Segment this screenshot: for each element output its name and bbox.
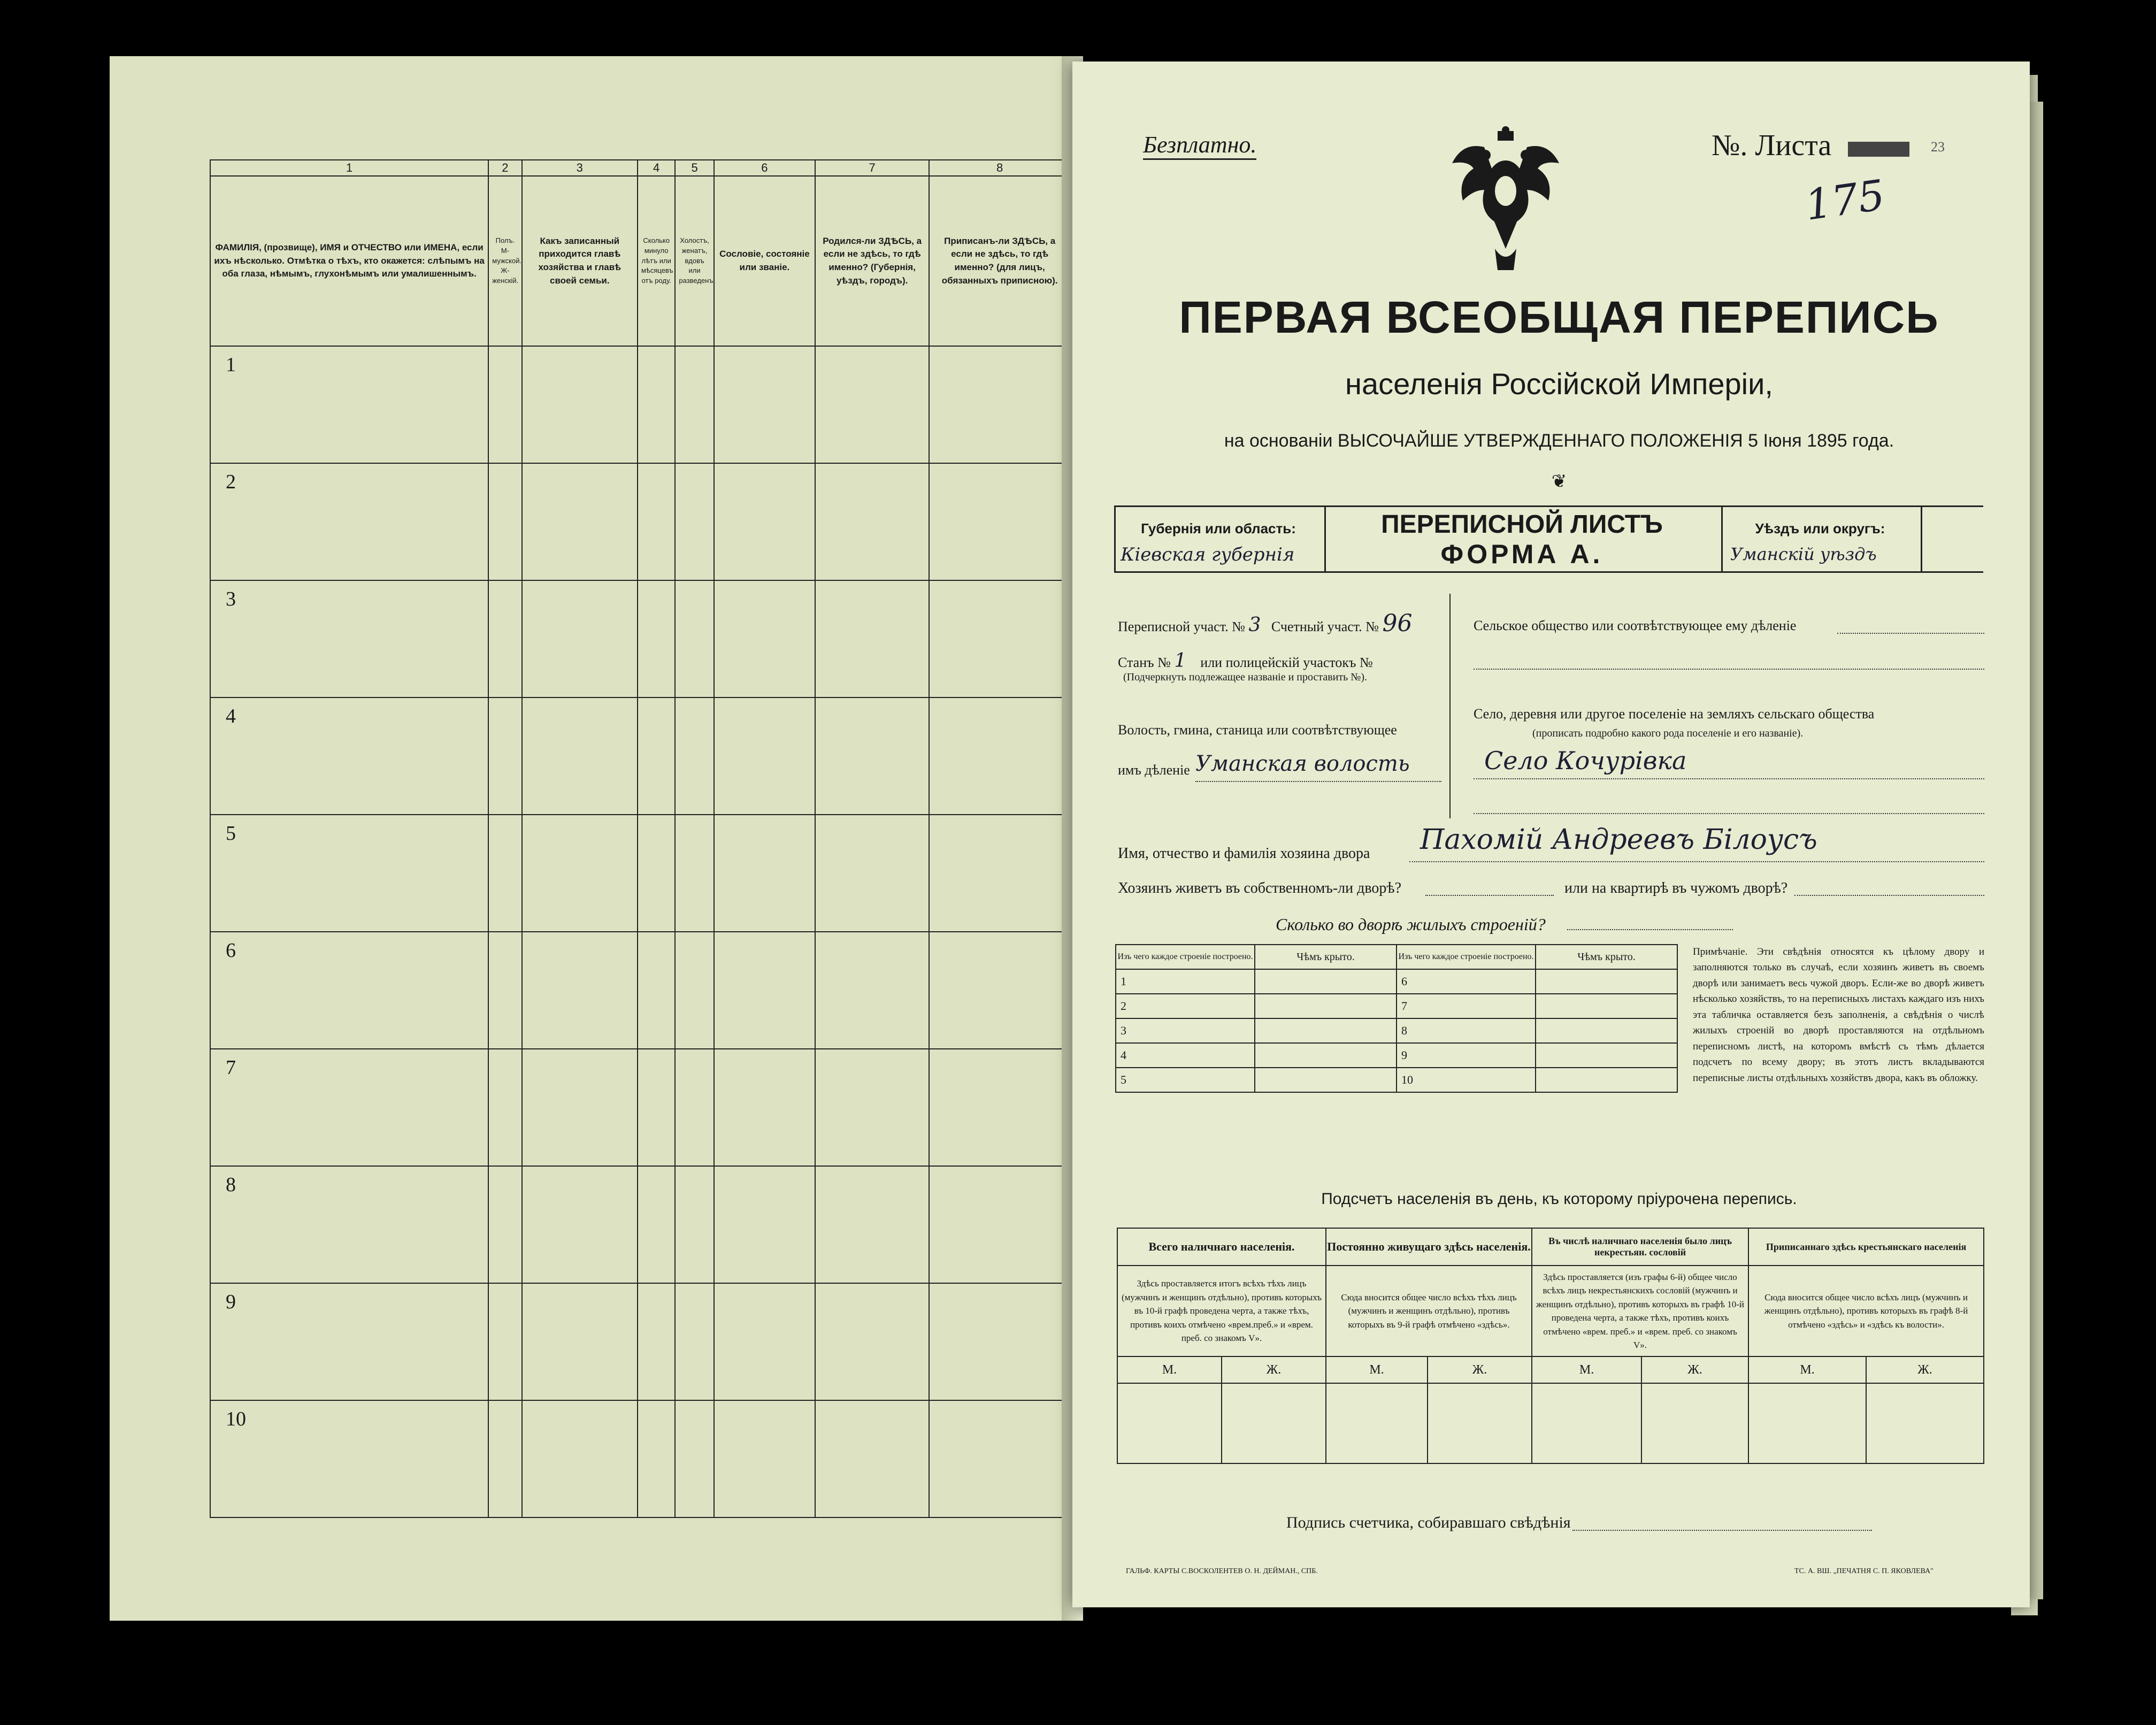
column-header-relation: Какъ записанный приходится главѣ хозяйства и главѣ своей семьи. [522,176,638,346]
household-cell [815,1049,929,1166]
household-cell [638,815,675,932]
household-cell [638,697,675,815]
household-cell [815,1283,929,1400]
household-cell [522,1049,638,1166]
free-label: Безплатно. [1143,131,1256,160]
female-label: Ж. [1428,1356,1532,1383]
column-header-marital: Холостъ, женатъ, вдовъ или разведенъ. [675,176,713,346]
household-cell [675,346,713,463]
household-cell [929,932,1070,1049]
household-cell [522,697,638,815]
village-note: (прописать подробно какого рода поселеніе и его названіе). [1532,727,1804,739]
female-label: Ж. [1222,1356,1326,1383]
buildings-cell [1255,994,1397,1018]
province-label: Губернія или область: [1141,520,1296,536]
household-cell [714,932,815,1049]
volost-label-line1: Волость, гмина, станица или соотвѣтствующее [1118,722,1397,738]
household-cell [675,1400,713,1517]
household-cell [815,697,929,815]
police-label: или полицейскій участокъ № [1200,655,1373,670]
left-page [110,56,1072,1621]
household-row [210,1166,1070,1283]
district-label: Уѣздъ или округъ: [1755,520,1885,536]
household-row [210,346,1070,463]
column-number: 1 [210,160,488,176]
household-row [210,1400,1070,1517]
household-cell [714,1049,815,1166]
buildings-row [1116,1018,1677,1043]
row-number: 10 [210,1400,488,1517]
tally-cell [1748,1383,1866,1463]
buildings-cell [1536,1018,1677,1043]
row-number: 9 [210,1283,488,1400]
tally-cell [1532,1383,1641,1463]
owner-value: Пахомій Андреевъ Білоусъ [1420,824,1817,856]
household-cell [929,1400,1070,1517]
row-number: 8 [210,1166,488,1283]
household-cell [522,346,638,463]
right-page [1072,62,2030,1607]
village-label: Село, деревня или другое поселеніе на земляхъ сельскаго общества [1474,706,1875,722]
household-row [210,932,1070,1049]
female-label: Ж. [1866,1356,1984,1383]
community-line [1837,633,1984,634]
tally-note: Здѣсь проставляется (изъ графы 6-й) общее число всѣхъ лицъ некрестьянскихъ сословій (мужчинъ и женщинъ отдѣльно), противъ которыхъ въ графѣ 10-й проведена черта, а также тѣхъ, противъ коихъ отмѣчено «врем. преб.» и «врем. преб. со знакомъ V». [1532,1266,1748,1356]
household-cell [714,1166,815,1283]
household-cell [815,346,929,463]
double-headed-eagle-emblem [1447,126,1564,275]
buildings-cell [1255,1068,1397,1092]
household-cell [488,346,521,463]
household-cell [929,580,1070,697]
tally-cell [1866,1383,1984,1463]
tally-note: Сюда вносится общее число всѣхъ лицъ (мужчинъ и женщинъ отдѣльно), противъ которыхъ въ графѣ 8-й отмѣчено «здѣсь» и «здѣсь къ волости». [1748,1266,1984,1356]
household-row [210,1283,1070,1400]
household-cell [714,1283,815,1400]
household-cell [638,1166,675,1283]
owner-label: Имя, отчество и фамилія хозяина двора [1118,845,1370,862]
or-apartment-line [1794,895,1984,896]
column-header-estate: Сословіе, состояніе или званіе. [714,176,815,346]
household-cell [929,697,1070,815]
household-row [210,1049,1070,1166]
volost-value: Уманская волость [1195,752,1410,776]
row-number: 7 [210,1049,488,1166]
household-cell [714,1400,815,1517]
household-cell [522,463,638,580]
male-label: М. [1748,1356,1866,1383]
household-cell [638,1283,675,1400]
tally-header-non-peasant: Въ числѣ наличнаго населенія было лицъ некрестьян. сословій [1532,1228,1748,1266]
row-number: 6 [210,932,488,1049]
household-row [210,580,1070,697]
buildings-col-roof: Чѣмъ крыто. [1255,945,1397,969]
village-value: Село Кочурівка [1484,746,1687,775]
buildings-row-number: 10 [1397,1068,1536,1092]
male-label: М. [1117,1356,1222,1383]
owner-lives-line [1425,895,1554,896]
household-cell [488,1400,521,1517]
male-label: М. [1326,1356,1428,1383]
buildings-cell [1536,1043,1677,1068]
tally-cell [1326,1383,1428,1463]
tally-header-registered: Приписаннаго здѣсь крестьянскаго населенія [1748,1228,1984,1266]
tally-table [1117,1228,1984,1464]
buildings-row-number: 7 [1397,994,1536,1018]
column-number: 4 [638,160,675,176]
household-table [210,159,1071,1518]
or-apartment-label: или на квартирѣ въ чужомъ дворѣ? [1564,880,1788,896]
tally-cell [1117,1383,1222,1463]
household-cell [714,463,815,580]
column-number: 5 [675,160,713,176]
household-cell [488,463,521,580]
household-cell [488,1049,521,1166]
census-section-row [1118,610,1413,637]
tally-header-permanent: Постоянно живущаго здѣсь населенія. [1326,1228,1532,1266]
fields-divider [1449,594,1451,818]
household-cell [714,580,815,697]
column-header-age: Сколько минуло лѣтъ или мѣсяцевъ отъ роду. [638,176,675,346]
household-row [210,815,1070,932]
household-row [210,697,1070,815]
buildings-cell [1255,969,1397,994]
row-number: 5 [210,815,488,932]
buildings-row [1116,969,1677,994]
stan-row [1118,650,1373,672]
household-cell [929,1049,1070,1166]
stan-value: 1 [1174,650,1187,672]
form-title-line1: ПЕРЕПИСНОЙ ЛИСТЪ [1381,510,1663,539]
household-cell [488,932,521,1049]
buildings-cell [1536,994,1677,1018]
buildings-cell [1255,1043,1397,1068]
village-line-2 [1474,813,1984,814]
buildings-row-number: 6 [1397,969,1536,994]
tally-header-present: Всего наличнаго населенія. [1117,1228,1326,1266]
corner-mark: 23 [1931,139,1945,155]
province-value: Кіевская губернія [1121,544,1295,565]
household-cell [488,580,521,697]
household-cell [815,932,929,1049]
household-cell [522,1283,638,1400]
buildings-row [1116,994,1677,1018]
household-cell [638,463,675,580]
household-cell [522,932,638,1049]
column-header-sex: Полъ. М-мужской. Ж-женскій. [488,176,521,346]
household-cell [675,580,713,697]
tally-note: Сюда вносится общее число всѣхъ тѣхъ лицъ (мужчинъ и женщинъ отдѣльно), противъ которыхъ въ 9-й графѣ отмѣчено «здѣсь». [1326,1266,1532,1356]
tally-title: Подсчетъ населенія въ день, къ которому пріурочена перепись. [1321,1190,1797,1208]
note-text: Примѣчаніе. Эти свѣдѣнія относятся къ цѣлому двору и заполняются только въ случаѣ, если хозяинъ живетъ въ своемъ дворѣ или занимаетъ весь чужой дворъ. Если-же во дворѣ живетъ нѣсколько хозяйствъ, то на переписныхъ листахъ каждаго изъ нихъ эта табличка оставляется безъ заполненія, а свѣдѣнія о числѣ жилыхъ строеній во дворѣ проставляются на отдѣльномъ переписномъ листѣ, на которомъ вмѣстѣ съ тѣмъ дѣлается подсчетъ по всему двору; въ этотъ листъ вкладываются переписные листы отдѣльныхъ хозяйствъ двора, какъ въ обложку. [1693,946,1984,1084]
tally-note: Здѣсь проставляется итогъ всѣхъ тѣхъ лицъ (мужчинъ и женщинъ отдѣльно), противъ которыхъ въ 10-й графѣ проведена черта, а также тѣхъ, противъ коихъ отмѣчено «врем.преб.» и «врем. преб. со знакомъ V». [1117,1266,1326,1356]
stan-label: Станъ № [1118,655,1171,670]
column-header-name: ФАМИЛІЯ, (прозвище), ИМЯ и ОТЧЕСТВО или ИМЕНА, если ихъ нѣсколько. Отмѣтка о тѣхъ, кто окажется: слѣпымъ на оба глаза, нѣмымъ, глухонѣмымъ или умалишеннымъ. [210,176,488,346]
buildings-cell [1255,1018,1397,1043]
household-cell [522,580,638,697]
household-cell [522,815,638,932]
tally-cell [1222,1383,1326,1463]
printer-right: ТС. А. ВШ. „ПЕЧАТНЯ С. П. ЯКОВЛЕВА" [1794,1567,1934,1575]
ornament: ❦ [1551,472,1567,492]
household-cell [929,1283,1070,1400]
household-cell [638,580,675,697]
row-number: 1 [210,346,488,463]
household-cell [638,932,675,1049]
buildings-table [1115,944,1678,1093]
column-number: 3 [522,160,638,176]
household-cell [638,1400,675,1517]
column-number: 7 [815,160,929,176]
printer-left: ГАЛЬФ. КАРТЫ С.ВОСКОЛЕНТЕВ О. Н. ДЕЙМАН., СПБ. [1126,1567,1318,1575]
buildings-col-material: Изъ чего каждое строеніе построено. [1397,945,1536,969]
buildings-cell [1536,1068,1677,1092]
household-cell [929,1166,1070,1283]
buildings-row-number: 4 [1116,1043,1255,1068]
row-number: 3 [210,580,488,697]
household-cell [815,815,929,932]
household-cell [488,1283,521,1400]
owner-line [1409,861,1984,862]
volost-label-line2: имъ дѣленіе [1118,762,1190,778]
buildings-question-line [1567,929,1733,930]
buildings-col-material: Изъ чего каждое строеніе построено. [1116,945,1255,969]
buildings-row [1116,1068,1677,1092]
row-number: 2 [210,463,488,580]
buildings-col-roof: Чѣмъ крыто. [1536,945,1677,969]
signature-label: Подпись счетчика, собиравшаго свѣдѣнія [1286,1514,1571,1531]
household-cell [929,815,1070,932]
tally-cell [1641,1383,1748,1463]
signature-line [1572,1530,1872,1531]
household-cell [638,346,675,463]
household-cell [675,932,713,1049]
household-cell [714,697,815,815]
household-cell [815,1166,929,1283]
volost-underline [1195,781,1441,782]
sheet-number-redacted [1848,142,1909,157]
female-label: Ж. [1641,1356,1748,1383]
household-cell [815,580,929,697]
household-cell [815,463,929,580]
household-cell [675,463,713,580]
counting-section-value: 96 [1382,610,1413,637]
household-cell [488,697,521,815]
subtitle: населенія Россійской Имперіи, [1345,367,1773,401]
community-line-2 [1474,669,1984,670]
household-cell [675,1283,713,1400]
tally-cell [1428,1383,1532,1463]
column-number: 2 [488,160,521,176]
buildings-row-number: 5 [1116,1068,1255,1092]
household-cell [675,1166,713,1283]
household-cell [675,697,713,815]
household-cell [488,815,521,932]
household-cell [522,1166,638,1283]
community-label: Сельское общество или соотвѣтствующее ему дѣленіе [1474,618,1797,633]
household-row [210,463,1070,580]
column-header-birthplace: Родился-ли ЗДѢСЬ, а если не здѣсь, то гдѣ именно? (Губернія, уѣздъ, городъ). [815,176,929,346]
buildings-row-number: 8 [1397,1018,1536,1043]
household-cell [714,815,815,932]
household-cell [675,1049,713,1166]
buildings-cell [1536,969,1677,994]
male-label: М. [1532,1356,1641,1383]
buildings-row-number: 2 [1116,994,1255,1018]
household-cell [929,346,1070,463]
column-header-registered: Приписанъ-ли ЗДѢСЬ, а если не здѣсь, то гдѣ именно? (для лицъ, обязанныхъ приписною). [929,176,1070,346]
sheet-number-label: №. Листа [1712,129,1832,162]
household-cell [638,1049,675,1166]
census-section-value: 3 [1248,614,1261,636]
buildings-row-number: 1 [1116,969,1255,994]
village-line [1474,778,1984,779]
underline-note: (Подчеркнуть подлежащее названіе и проставить №). [1123,671,1367,683]
counting-section-label: Счетный участ. № [1271,619,1379,634]
basis-line: на основаніи ВЫСОЧАЙШЕ УТВЕРЖДЕННАГО ПОЛОЖЕНІЯ 5 Іюня 1895 года. [1224,431,1894,451]
household-cell [488,1166,521,1283]
buildings-row-number: 3 [1116,1018,1255,1043]
household-cell [675,815,713,932]
sheet-number-value: 175 [1802,171,1888,230]
main-title: ПЕРВАЯ ВСЕОБЩАЯ ПЕРЕПИСЬ [1179,292,1939,342]
buildings-question: Сколько во дворѣ жилыхъ строеній? [1276,915,1546,934]
form-title-line2: ФОРМА А. [1440,539,1603,569]
district-value: Уманскій уѣздъ [1730,544,1877,564]
household-cell [815,1400,929,1517]
household-cell [929,463,1070,580]
buildings-row [1116,1043,1677,1068]
household-cell [714,346,815,463]
census-section-label: Переписной участ. № [1118,619,1245,634]
owner-lives-label: Хозяинъ живетъ въ собственномъ-ли дворѣ? [1118,880,1402,896]
household-cell [522,1400,638,1517]
column-number: 6 [714,160,815,176]
row-number: 4 [210,697,488,815]
buildings-row-number: 9 [1397,1043,1536,1068]
column-number: 8 [929,160,1070,176]
